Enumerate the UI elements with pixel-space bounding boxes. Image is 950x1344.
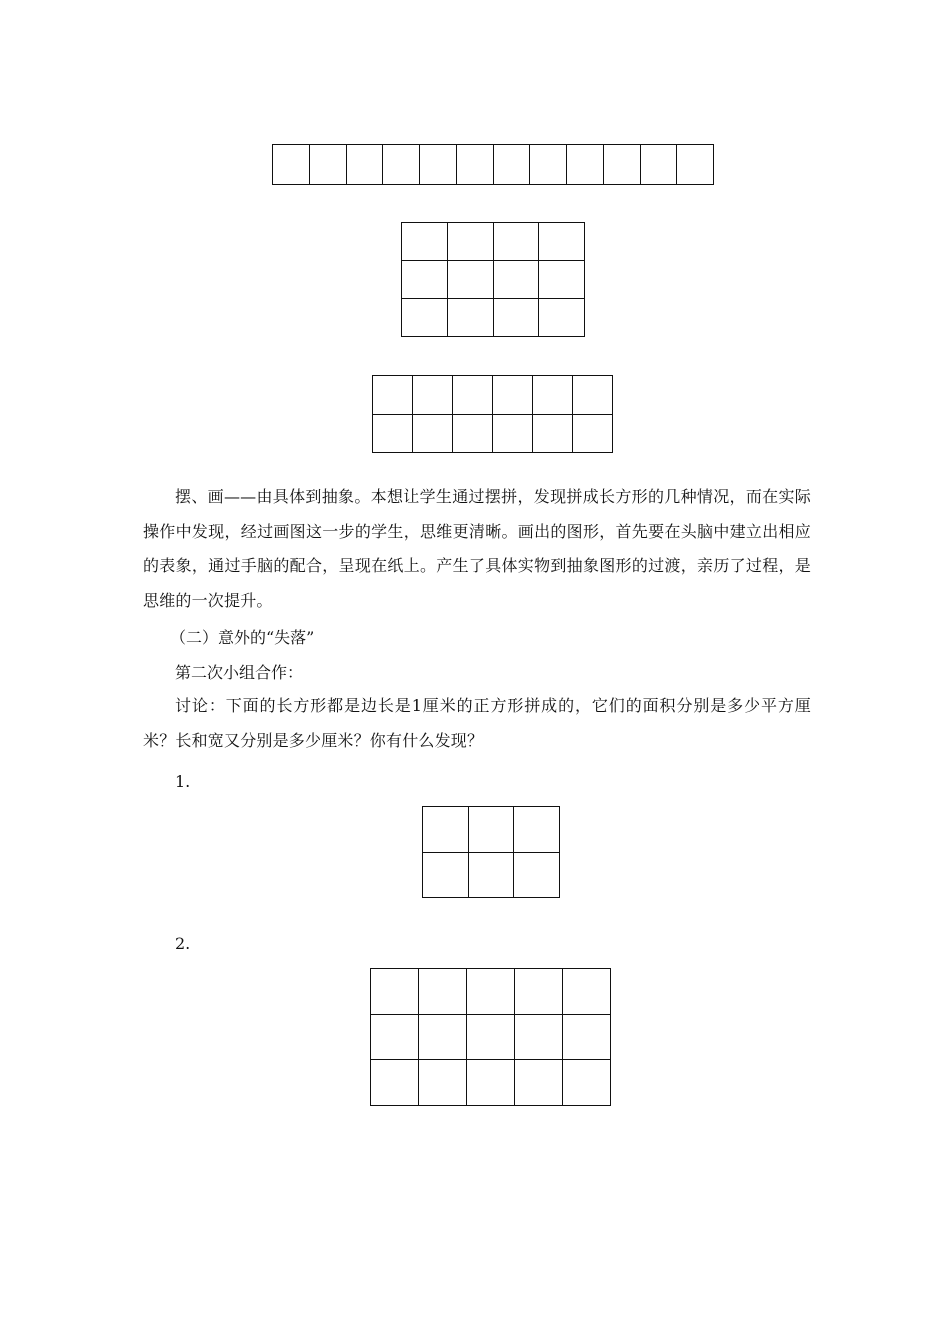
grid-cell [373,415,413,454]
grid-cell [493,415,533,454]
grid-3x4 [401,222,585,337]
grid-cell [539,261,585,299]
grid-cell [423,807,469,853]
grid-cell [530,145,567,185]
grid-cell [494,223,540,261]
grid-cell [533,376,573,415]
grid-cell [515,1060,563,1106]
grid-cell [677,145,714,185]
grid-cell [467,969,515,1015]
grid-cell [567,145,604,185]
grid-cell [413,415,453,454]
grid-cell [371,1060,419,1106]
item-label-1: 1. [175,772,191,791]
grid-cell [539,223,585,261]
grid-cell [563,1015,611,1061]
grid-2x6 [372,375,613,453]
grid-cell [402,261,448,299]
grid-cell [467,1060,515,1106]
grid-cell [371,969,419,1015]
grid-cell [604,145,641,185]
grid-cell [493,376,533,415]
grid-cell [494,145,531,185]
grid-cell [573,376,613,415]
grid-cell [371,1015,419,1061]
item-label-2: 2. [175,934,191,953]
grid-cell [383,145,420,185]
grid-cell [423,853,469,899]
group-work-label: 第二次小组合作： [175,663,304,682]
grid-cell [419,1060,467,1106]
grid-cell [457,145,494,185]
grid-cell [469,853,515,899]
grid-cell [494,261,540,299]
grid-cell [533,415,573,454]
grid-cell [448,261,494,299]
section-heading: （二）意外的“失落” [170,628,315,647]
grid-cell [514,853,560,899]
grid-cell [402,299,448,337]
grid-cell [373,376,413,415]
grid-cell [273,145,310,185]
grid-cell [448,299,494,337]
paragraph-drawing-reflection: 摆、画——由具体到抽象。本想让学生通过摆拼，发现拼成长方形的几种情况，而在实际操作中发现，经过画图这一步的学生，思维更清晰。画出的图形，首先要在头脑中建立出相应的表象，通过手脑的配合，呈现在纸上。产生了具体实物到抽象图形的过渡，亲历了过程，是思维的一次提升。 [143,487,811,610]
grid-cell [515,1015,563,1061]
grid-cell [413,376,453,415]
grid-2x3 [422,806,560,898]
grid-1x12 [272,144,714,185]
grid-cell [402,223,448,261]
grid-cell [539,299,585,337]
grid-cell [419,1015,467,1061]
grid-cell [563,969,611,1015]
grid-cell [514,807,560,853]
grid-cell [563,1060,611,1106]
grid-cell [448,223,494,261]
grid-cell [347,145,384,185]
grid-cell [573,415,613,454]
grid-cell [641,145,678,185]
grid-cell [453,376,493,415]
grid-cell [310,145,347,185]
discussion-question: 讨论：下面的长方形都是边长是1厘米的正方形拼成的，它们的面积分别是多少平方厘米？长和宽又分别是多少厘米？你有什么发现？ [143,696,811,750]
grid-cell [419,969,467,1015]
grid-3x5 [370,968,611,1106]
grid-cell [494,299,540,337]
grid-cell [420,145,457,185]
grid-cell [453,415,493,454]
grid-cell [515,969,563,1015]
grid-cell [467,1015,515,1061]
grid-cell [469,807,515,853]
